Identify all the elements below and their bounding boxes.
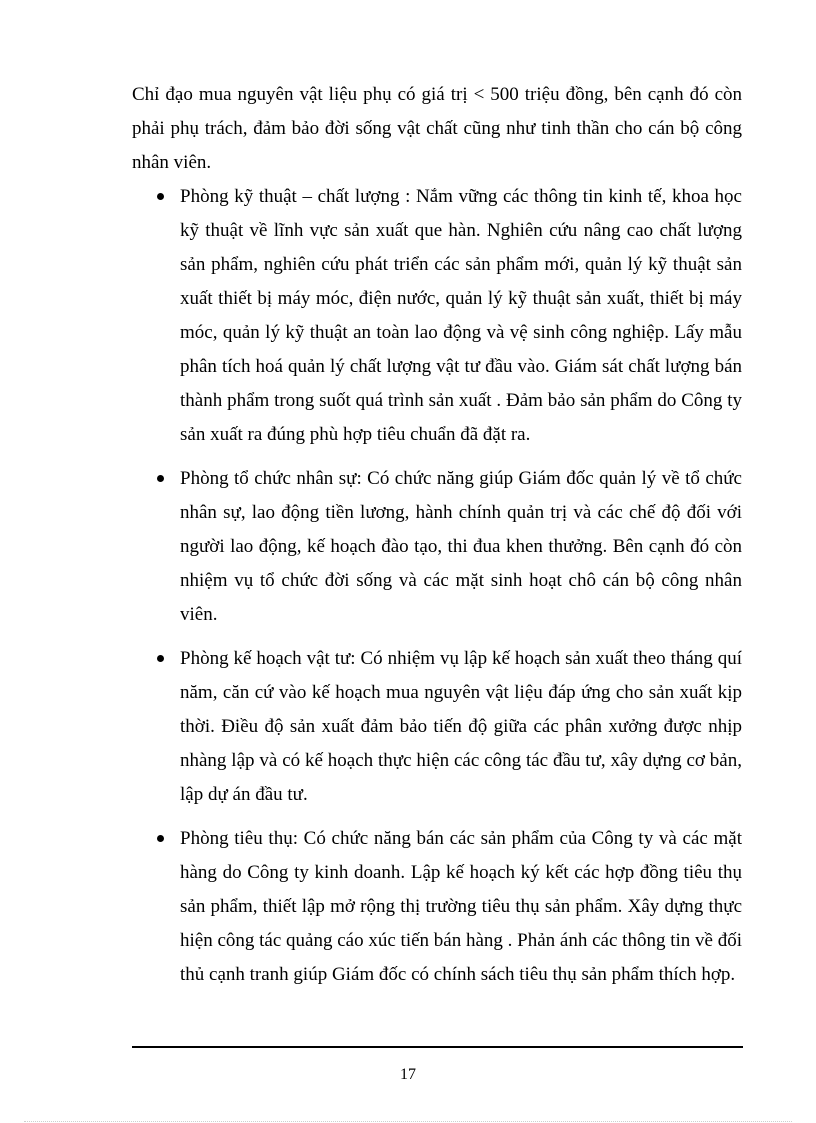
bullet-icon [157, 835, 164, 842]
list-item-personnel [180, 462, 742, 632]
list-item-text: Phòng tổ chức nhân sự: Có chức năng giúp Giám đốc quản lý về tổ chức nhân sự, lao động tiền lương, hành chính quản trị và các chế độ đối với người lao động, kế hoạch đào tạo, thi đua khen thưởng. Bên cạnh đó còn nhiệm vụ tổ chức đời sống và các mặt sinh hoạt chô cán bộ công nhân viên. [180, 468, 742, 625]
bullet-icon [157, 655, 164, 662]
page-number: 17 [400, 1066, 416, 1083]
list-item-sales [180, 822, 742, 992]
page-edge-divider [24, 1121, 792, 1122]
list-item-text: Phòng kỹ thuật – chất lượng : Nắm vững các thông tin kinh tế, khoa học kỹ thuật về lĩnh vực sản xuất que hàn. Nghiên cứu nâng cao chất lượng sản phẩm, nghiên cứu phát triển các sản phẩm mới, quản lý kỹ thuật sản xuất thiết bị máy móc, điện nước, quản lý kỹ thuật sản xuất, thiết bị máy móc, quản lý kỹ thuật an toàn lao động và vệ sinh công nghiệp. Lấy mẫu phân tích hoá quản lý chất lượng vật tư đầu vào. Giám sát chất lượng bán thành phẩm trong suốt quá trình sản xuất . Đảm bảo sản phẩm do Công ty sản xuất ra đúng phù hợp tiêu chuẩn đã đặt ra. [180, 186, 742, 445]
bullet-icon [157, 475, 164, 482]
list-item-text: Phòng tiêu thụ: Có chức năng bán các sản phẩm của Công ty và các mặt hàng do Công ty kinh doanh. Lập kế hoạch ký kết các hợp đồng tiêu thụ sản phẩm, thiết lập mở rộng thị trường tiêu thụ sản phẩm. Xây dựng thực hiện công tác quảng cáo xúc tiến bán hàng . Phản ánh các thông tin về đối thủ cạnh tranh giúp Giám đốc có chính sách tiêu thụ sản phẩm thích hợp. [180, 828, 742, 985]
footer-divider [132, 1046, 743, 1048]
bullet-icon [157, 193, 164, 200]
intro-paragraph: Chỉ đạo mua nguyên vật liệu phụ có giá trị < 500 triệu đồng, bên cạnh đó còn phải phụ trách, đảm bảo đời sống vật chất cũng như tinh thần cho cán bộ công nhân viên. [132, 84, 742, 173]
list-item-text: Phòng kế hoạch vật tư: Có nhiệm vụ lập kế hoạch sản xuất theo tháng quí năm, căn cứ vào kế hoạch mua nguyên vật liệu đáp ứng cho sản xuất kịp thời. Điều độ sản xuất đảm bảo tiến độ giữa các phân xưởng được nhịp nhàng lập và có kế hoạch thực hiện các công tác đầu tư, xây dựng cơ bản, lập dự án đầu tư. [180, 648, 742, 805]
list-item-planning-materials [180, 642, 742, 812]
department-list [180, 180, 742, 1002]
list-item-technical-quality [180, 180, 742, 452]
